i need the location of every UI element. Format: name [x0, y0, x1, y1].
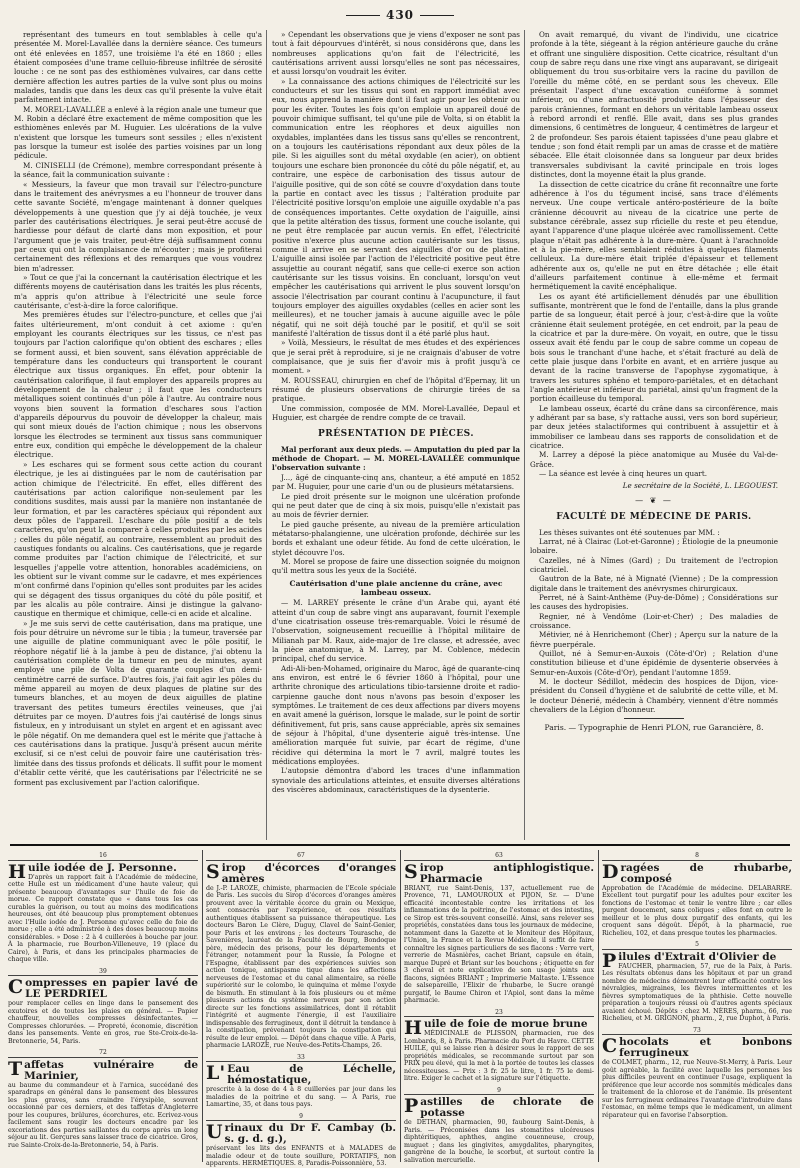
ads-column-1: [8, 850, 198, 1162]
paragraph: Métivier, né à Henrichemont (Cher) ; Aperçu sur la nature de la fièvre puerpérale.: [530, 630, 778, 649]
column-1: [14, 30, 262, 840]
paragraph: Larrat, né à Clairac (Lot-et-Garonne) ; Étiologie de la pneumonie lobaire.: [530, 536, 778, 556]
ad-title: Compresses en papier lavé de LE PERDRIEL: [8, 976, 198, 1000]
advertisement: [8, 968, 198, 1046]
advertisement: [602, 941, 792, 1023]
advertisement: [206, 852, 396, 1050]
ad-title: L'Eau de Léchelle, hémostatique,: [206, 1062, 396, 1086]
paragraph: Une commission, composée de MM. Morel-Lavallée, Depaul et Huguier, est chargée de rendre compte de ce travail.: [272, 403, 520, 423]
ad-title: Chocolats et bonbons ferrugineux: [602, 1035, 792, 1059]
ads-column-2: [206, 850, 396, 1167]
ad-text: prescrite à la dose de 4 à 8 cuillerées par jour dans les maladies de la poitrine et du sang. — À Paris, rue Lamartine, 35, et dans tous pays.: [206, 1086, 396, 1108]
ads-rule: [598, 850, 599, 1162]
ad-number: 72: [8, 1049, 198, 1058]
page-number: 430: [0, 8, 800, 22]
ads-rule: [202, 850, 203, 1162]
advertisement: [404, 852, 594, 1005]
paragraph: J..., âgé de cinquante-cinq ans, chanteur, a été amputé en 1852 par M. Huguier, pour une carie d'un ou de plusieurs métatarsiens.: [272, 472, 520, 492]
ad-text: de COLMET, pharm., 12, rue Neuve-St-Merry, à Paris. Leur goût agréable, la facilité avec laquelle les personnes les plus difficiles peuvent en continuer l'usage, expliquent la préférence que leur accorde nos sommités médicales dans le traitement de la chlorose et de l'anémie. Ils présentent sur les ferrugineux ordinaires l'avantage d'introduire dans l'estomac, en même temps que le médicament, un aliment réparateur qui en favorise l'absorption.: [602, 1059, 792, 1119]
ad-text: FAUCHER, pharmacien, 57, rue de la Paix, à Paris. Les résultats obtenus dans les hôpitaux et par un grand nombre de médecins démontrent leur efficacité contre les névralgies, migraines, les fièvres intermittentes et les fièvres symptomatiques de la phthisie. Cette nouvelle préparation a toujours réussi où d'autres agents spéciaux avaient échoué. Dépôts : chez M. NÈRES, pharm., 66, rue Richelieu, et M. GRIGNON, pharm., 2, rue Duphot, à Paris.: [602, 962, 792, 1022]
ads-rule: [400, 850, 401, 1162]
ads-divider: [10, 844, 790, 846]
paragraph: » Je me suis servi de cette cautérisation, dans ma pratique, une fois pour détruire un névrome sur le tibia ; la tumeur, traversée par une aiguille de platine communiquant avec le pôle positif, le réophore négatif lié à la jambe à peu de distance, j'ai obtenu la cautérisation complète de la tumeur en peu de minutes, ayant employé une pile de Volta de quarante couples d'un demi-centimètre carré de surface. D'autres fois, j'ai fait agir les pôles du même appareil au moyen de deux plaques de platine sur des tumeurs blanches, et au moyen de deux aiguilles de platine traversant des petites tumeurs érectiles veineuses, que j'ai détruites par ce moyen. D'autres fois j'ai cautérisé de longs sinus fistuleux, en y introduisant un stylet en argent et en agissant avec le pôle négatif. On me demandera quel est le mérite que j'attache à ces cautérisations dans la pratique. Jusqu'à présent aucun mérite exclusif, si ce n'est celui de pouvoir faire une cautérisation très-limitée dans des tissus profonds et délicats. Il suffit pour le moment d'établir cette vérité, que les cautérisations par l'électricité ne se forment pas exclusivement par l'action calorifique.: [14, 618, 262, 787]
ad-title: Dragées de rhubarbe, composé: [602, 860, 792, 885]
paragraph: » Voilà, Messieurs, le résultat de mes études et des expériences que je serai prêt à reproduire, si je ne craignais d'abuser de votre complaisance, que je suis fier d'avoir mis à profit jusqu'à ce moment. »: [272, 338, 520, 376]
paragraph: Le pied gauche présente, au niveau de la première articulation métatarso-phalangienne, une ulcération profonde, déchirée sur les bords et exhalant une odeur fétide. Au fond de cette ulcération, le stylet découvre l'os.: [272, 519, 520, 557]
column-2: [272, 30, 520, 840]
advertisement: [404, 1009, 594, 1083]
ad-title: Huile de foie de morue brune: [404, 1017, 588, 1039]
paragraph: On avait remarqué, du vivant de l'individu, une cicatrice profonde à la tête, siégeant à la région antérieure gauche du crâne et offrant une singulière disposition. Cette cicatrice, résultant d'un coup de sabre reçu dans une rixe vingt ans auparavant, se dirigeait obliquement du trou sus-orbitaire vers la racine du pavillon de l'oreille du même côté, en se perdant sous les cheveux. Elle présentait l'aspect d'une excavation cunéiforme à sommet inférieur, ou d'une anfractuosité produite dans l'épaisseur des parois crâniennes, formant en dehors un véritable lambeau osseux à rebord arrondi et renflé. Elle avait, dans ses plus grandes dimensions, 6 centimètres de longueur, 4 centimètres de largeur et 2 de profondeur. Ses parois étaient tapissées d'une peau glabre et tendue ; son fond était rempli par un amas de crasse et de matière sébacée. Elle était cloisonnée dans sa longueur par deux brides transversales subdivisant la cavité principale en trois loges distinctes, dont la moyenne était la plus grande.: [530, 30, 778, 180]
paragraph: Quillot, né à Semur-en-Auxois (Côte-d'Or) ; Relation d'une constitution bilieuse et d'une épidémie de dysenterie observées à Semur-en-Auxois (Côte-d'Or), pendant l'automne 1859.: [530, 649, 778, 677]
ad-number: 63: [404, 852, 594, 861]
ad-text: de DETHAN, pharmacien, 90, faubourg Saint-Denis, à Paris. — Préconisées dans les stomatites ulcéreuses diphtéritiques, aphthes, angine couenneuse, croup, muguet ; dans les gingivites, amygdalites, pharyngites, gangrène de la bouche, le scorbut, et surtout contre la salivation mercurielle.: [404, 1119, 594, 1164]
paragraph: M. ROUSSEAU, chirurgien en chef de l'hôpital d'Epernay, lit un résumé de plusieurs observations de chirurgie tirées de sa pratique.: [272, 375, 520, 404]
paragraph: M. Larrey a déposé la pièce anatomique au Musée du Val-de-Grâce.: [530, 450, 778, 469]
case-heading: Cautérisation d'une plaie ancienne du crâne, avec lambeau osseux.: [289, 578, 503, 597]
advertisement: [404, 1087, 594, 1165]
ad-title: Sirop d'écorces d'oranges amères: [206, 860, 396, 885]
advertisement: [8, 852, 198, 964]
ad-number: 9: [404, 1087, 594, 1096]
ads-column-3: [404, 850, 594, 1162]
ad-number: 23: [404, 1009, 594, 1018]
ad-title: Pilules d'Extrait d'Olivier de: [602, 949, 777, 972]
ad-text: D'après un rapport fait à l'Académie de médecine, cette Huile est un médicament d'une haute valeur, qui présente beaucoup d'avantages sur l'huile de foie de morue. Ce rapport constate que « dans tous les cas curables la guérison, ou tout au moins des modifications heureuses, ont été beaucoup plus promptement obtenues avec l'Huile iodée de J. Personne qu'avec celle de foie de morue ; elle a été administrée à des doses beaucoup moins considérables. » Dose : 2 à 4 cuillerées à bouche par jour. À la pharmacie, rue Bourbon-Villeneuve, 19 (place du Caire), à Paris, et dans les principales pharmacies de chaque ville.: [8, 873, 198, 963]
advertisement: [8, 1049, 198, 1149]
paragraph: Le pied droit présente sur le moignon une ulcération profonde qui ne peut dater que de cinq à six mois, puisqu'elle n'existait pas au mois de février dernier.: [272, 491, 520, 520]
paragraph: « Messieurs, la faveur que mon travail sur l'électro-puncture dans le traitement des anévrysmes a eu l'honneur de trouver dans cette savante Société, m'engage maintenant à donner quelques développements à une question que j'y ai déjà touchée, je veux parler des cautérisations électriques. Je serai peut-être accusé de hardiesse pour défaut de clarté dans mon exposition, et pour l'argument que je vais traiter, peut-être déjà suffisamment connu par ceux qui ont la complaisance de m'écouter ; mais je profiterai certainement des réflexions et des remarques que vous voudrez bien m'adresser.: [14, 179, 262, 273]
advertisement: [206, 1054, 396, 1109]
paragraph: » Cependant les observations que je viens d'exposer ne sont pas tout à fait dépourvues d'intérêt, si nous considérons que, dans les nombreuses applications qu'on fait de l'électricité, les cautérisations arrivent aussi lorsqu'elles ne sont pas nécessaires, et aussi lorsqu'on voudrait les éviter.: [272, 30, 520, 77]
paragraph: — M. LARREY présente le crâne d'un Arabe qui, ayant été atteint d'un coup de sabre vingt ans auparavant, fournit l'exemple d'une cicatrisation osseuse très-remarquable. Voici le résumé de l'observation, soigneusement recueillie à l'hôpital militaire de Milianah par M. Raux, aide-major de 1re classe, et adressée, avec la pièce anatomique, à M. Larrey, par M. Coblence, médecin principal, chef du service.: [272, 598, 520, 664]
ad-title: Taffetas vulnéraire de Marinier,: [8, 1057, 198, 1082]
paragraph: Le lambeau osseux, écarté du crâne dans sa circonférence, mais y adhérant par sa base, s'y rattache aussi, vers son bord supérieur, par deux jetées stalactiformes qui contribuent à assujettir et à immobiliser ce lambeau dans ses rapports de consolidation et de cicatrice.: [530, 403, 778, 451]
paragraph: » Tout ce que j'ai la concernant la cautérisation électrique et les différents moyens de cautérisation dans les traités les plus récents, m'a appris qu'on attribue à l'électricité une seule force cautérisante, c'est-à-dire la force calorifique.: [14, 272, 262, 310]
ad-title: Urinaux du Dr F. Cambay (b. s. g. d. g.),: [206, 1121, 396, 1145]
paragraph: représentant des tumeurs en tout semblables à celle qu'a présentée M. Morel-Lavallée dans la dernière séance. Ces tumeurs ont été enlevées en 1857, une troisième l'a été en 1860 ; elles étaient composées d'une trame celluio-fibreuse infiltrée de sérosité louche : ce ne sont pas des esthiomènes vulvaires, car dans cette dernière affection les autres parties de la vulve sont plus ou moins malades, tandis que dans les deux cas qu'il présente la vulve était parfaitement intacte.: [14, 30, 262, 105]
ads-column-4: [602, 850, 792, 1162]
ornament-divider: — ❦ —: [635, 495, 673, 505]
advertisement: [602, 852, 792, 937]
ad-text: préservant les lits des ENFANTS et à MALADES de maladie odeur et de toute souillure, PORTATIFS, non apparents. HERMÉTIQUES. 8, Paradis-Poissonnière, 53.: [206, 1145, 396, 1167]
ad-title: Sirop antiphlogistique. Pharmacie: [404, 860, 594, 885]
ad-number: 67: [206, 852, 396, 861]
advertisement: [206, 1113, 396, 1168]
paragraph: Cazelles, né à Nîmes (Gard) ; Du traitement de l'ectropion cicatriciel.: [530, 555, 778, 574]
case-heading: Mal perforant aux deux pieds. — Amputation du pied par la méthode de Chopart. — M. MOREL-LAVALLÉE communique l'observation suivante :: [272, 444, 520, 473]
paragraph: M. MOREL-LAVALLÉE a enlevé à la région anale une tumeur que M. Robin a déclaré être exactement de même composition que les esthiomènes enlevés par M. Huguier. Les ulcérations de la vulve n'existent que lorsque les tumeurs sont sessiles ; elles n'existent pas lorsque la tumeur est isolée des parties voisines par un long pédicule.: [14, 104, 262, 161]
ad-number: 5: [602, 941, 792, 950]
ad-text: au baume du commandeur et à l'arnica, succédané des sparadraps en général dans le pansement des blessures les plus graves, sans craindre l'érysipèle, souvent occasionné par ces derniers, et des taffetas d'Angleterre pour les coupures, brûlures, écorchures, etc. Ecrivez-vous facilement sans rougir les docteurs encadre par les excoriations des parties saillantes du corps après un long séjour au lit. Gerçures sans laisser trace de cicatrice. Gros, rue Sainte-Croix-de-la-Bretonnerie, 54, à Paris.: [8, 1081, 198, 1149]
ad-text: pour remplacer celles en linge dans le pansement des exutoires et de toutes les plaies en général. — Papier chauffeur, nouvelles compresses désinfectantes. — Compresses chlorurées. — Propreté, économie, discrétion dans les pansements. Vente en gros, rue Ste-Croix-de-la-Bretonnerie, 54, Paris.: [8, 1000, 198, 1045]
column-rule: [524, 30, 525, 840]
ad-text: Approbation de l'Académie de médecine. DELABARRE. Excellent tout purgatif pour les adultes pour exciter les fonctions de l'estomac et tenir le ventre libre ; car elles purgent doucement, sans coliques ; elles font en outre le meilleur et le plus doux purgatif des enfants, qui les croquent sans dégoût. Dépôt, à la pharmacie, rue Richelieu, 102, et dans presque toutes les pharmacies.: [602, 884, 792, 937]
divider: [624, 718, 684, 719]
paragraph: » La connaissance des actions chimiques de l'électricité sur les conducteurs et sur les tissus qui sont en rapport immédiat avec eux, nous apprend la manière dont il faut agir pour les obtenir ou pour les éviter. Toutes les fois qu'on emploie un appareil doué de pouvoir chimique suffisant, tel qu'une pile de Volta, si on établit la communication entre les réophores et deux aiguilles non oxydables, implantées dans les tissus sans qu'elles se rencontrent, on a toujours les cautérisations répondant aux deux pôles de la pile. Si les aiguilles sont du métal oxydable (en acier), on obtient toujours une eschare bien prononcée du côté du pôle négatif, et, au contraire, une espèce de carbonisation des tissus autour de l'aiguille positive, qui de son côté se couvre d'oxydation dans toute la partie en contact avec les tissus ; l'altération produite par l'électricité positive lorsqu'on emploie une aiguille oxydable n'a pas de conséquences importantes. Cette oxydation de l'aiguille, ainsi que la petite altération des tissus, forment une couche isolante, qui ne peut être remplacée par aucun vernis. En effet, l'électricité positive n'exerce plus aucune action cautérisante sur les tissus, comme il arrive en se servant des aiguilles d'or ou de platine. L'aiguille ainsi isolée par l'action de l'électricité positive peut être assujettie au courant négatif, sans que celle-ci exerce son action cautérisante sur les tissus voisins. En concluant, lorsqu'on veut empêcher les cautérisations qui arrivent le plus souvent lorsqu'on associe l'électrisation par courant continu à l'acupuncture, il faut toujours employer des aiguilles oxydables (celles en acier sont les meilleures), et ne toucher jamais à aucune aiguille avec le pôle négatif, qui ne soit déjà touché par le positif, et qu'il se soit manifesté l'altération de tissus dont il a été parlé plus haut.: [272, 76, 520, 338]
ad-number: 9: [206, 1113, 396, 1122]
ad-title: Pastilles de chlorate de potasse: [404, 1095, 594, 1119]
paragraph: M. Morel se propose de faire une dissection soignée du moignon qu'il mettra sous les yeux de la Société.: [272, 556, 520, 576]
paragraph: Les os ayant été artificiellement dénudés par une ébullition suffisante, montrèrent que le fond de l'entaille, dans la plus grande partie de sa longueur, était percé à jour, c'est-à-dire que la voûte crânienne était seulement protégée, en cet endroit, par la peau de la cicatrice et par la dure-mère. On voyait, en outre, que le tissu osseux avait été fendu par le coup de sabre comme un copeau de bois sous le tranchant d'une hache, et s'était fracturé au delà de cette plaie jusque dans l'orbite en avant, et en arrière jusque au devant de la racine transverse de l'apophyse zygomatique, à travers les sutures sphéno et temporo-pariétales, et en détachant l'angle antérieur et inférieur du pariétal, ainsi qu'un fragment de la portion écailleuse du temporal.: [530, 291, 778, 404]
secretary-signature: Le secrétaire de la Société, L. LEGOUEST.: [622, 480, 778, 490]
ad-number: 8: [602, 852, 792, 861]
paragraph: Mes premières études sur l'électro-puncture, et celles que j'ai faites ultérieurement, m'ont conduit à cet axiome : qu'en employant les courants électriques sur les tissus, ce n'est pas toujours par l'action calorifique qu'on obtient des eschares ; elles se forment aussi, et bien souvent, sans élévation appréciable de température dans les conducteurs qui transportent le courant électrique aux tissus organiques. En effet, pour obtenir la cautérisation calorifique, il faut employer des appareils propres au développement de la chaleur ; il faut que les conducteurs métalliques soient continués d'un pôle à l'autre. Au contraire nous voyons bien souvent la formation d'eschares sous l'action d'appareils dépourvus du pouvoir de développer la chaleur, mais qui sont mieux doués de l'action chimique ; nous les observons lorsque les électrodes se terminent aux tissus sans communiquer entre eux, condition qui empêche le développement de la chaleur électrique.: [14, 310, 262, 460]
ad-number: 39: [8, 968, 198, 977]
section-heading: PRÉSENTATION DE PIÈCES.: [318, 429, 474, 440]
printer-line: Paris. — Typographie de Henri PLON, rue Garancière, 8.: [544, 723, 764, 733]
paragraph: M. le docteur Sédillot, médecin des hospices de Dijon, vice-président du Conseil d'hygiène et de salubrité de cette ville, et M. le docteur Dénerié, médecin à Chambéry, viennent d'être nommés chevaliers de la Légion d'honneur.: [530, 677, 778, 715]
paragraph: Gautron de la Bate, né à Mignaté (Vienne) ; De la compression digitale dans le traitement des anévrysmes chirurgicaux.: [530, 574, 778, 593]
ad-text: MÉDICINALE de PLISSON, pharmacien, rue des Lombards, 8, à Paris. Pharmacie du Port du Havre. CETTE HUILE, qui se laisse rien à désirer sous le rapport de ses propriétés médicales, se recommande surtout par son PRIX peu élevé, qui la met à la portée de toutes les classes nécessiteuses. — Prix : 3 fr. 25 le litre, 1 fr. 75 le demi-litre. Exiger le cachet et la signature sur l'étiquette.: [404, 1030, 594, 1082]
advertisement: [602, 1027, 792, 1120]
ad-text: BRIANT, rue Saint-Denis, 137, actuellement rue de Provence, 71, LAMOUROUX et PIJON, Sr. — D'une efficacité incontestable contre les irritations et les inflammations de la poitrine, de l'estomac et des intestins, ce Sirop est très-souvent conseillé. Ainsi, sans relever ses propriétés, constatées dans tous les journaux de médecine, notamment dans la Gazette et le Moniteur des Hôpitaux, l'Union, la France et la Revue Médicale, il suffit de faire connaître les signes particuliers de ses flacons : Verre vert, verrerie de Masnières, cachet Briant, capsule en étain, marque Dupré et Briant sur les bouchons ; étiquette en fer 3 cheval et note explicative de son usage joints aux flacons, signées BRIANT ; Imprimerie Maltaste. L'Essence de salsepareille, l'Elixir de rhubarbe, le Sucre orangé purgatif, le Baume Chiron et l'Apiol, sont dans la même pharmacie.: [404, 884, 594, 1004]
ad-title: Huile iodée de J. Personne.: [8, 860, 177, 883]
column-rule: [266, 30, 267, 840]
paragraph: Regnier, né à Vendôme (Loir-et-Cher) ; Des maladies de croissance.: [530, 611, 778, 630]
ad-number: 33: [206, 1054, 396, 1063]
paragraph: Adi-Ali-ben-Mohamed, originaire du Maroc, âgé de quarante-cinq ans environ, est entré le 6 février 1860 à l'hôpital, pour une arthrite chronique des articulations tibio-tarsienne droite et radio-carpienne gauche dont nous n'avons pas besoin d'exposer les symptômes. Le traitement de ces deux affections par divers moyens en avait amené la guérison, lorsque le malade, sur le point de sortir définitivement, fut pris, sans cause appréciable, après six semaines de séjour à l'hôpital, d'une dysenterie aiguë très-intense. Une amélioration marquée fut suivie, par écart de régime, d'une récidive qui détermina la mort le 7 avril, malgré toutes les médications employées.: [272, 663, 520, 767]
paragraph: Perret, né à Saint-Anthème (Puy-de-Dôme) ; Considérations sur les causes des hydropisies.: [530, 592, 778, 612]
paragraph: » Les eschares qui se forment sous cette action du courant électrique, je les ai distinguées par le nom de cautérisation par action chimique de l'électricité. En effet, elles diffèrent des cautérisations par action calorifique non-seulement par les conditions susdites, mais aussi par la manière non instantanée de leur formation, et par les caractères spéciaux qui répondent aux deux pôles de l'appareil. L'eschare du pôle positif a de tels caractères, qu'on peut la comparer à celles produites par les acides ; celles du pôle négatif, au contraire, ressemblent au produit des caustiques fondants ou alcalins. Ces cautérisations, que je regarde comme produites par l'action chimique de l'électricité, et sur lesquelles j'appelle votre attention, honorables académiciens, on les obtient sur le vivant comme sur le cadavre, et mes expériences m'ont confirmé dans l'opinion qu'elles sont produites par les acides qui se dégagent des tissus organiques du côté du pôle positif, et par les alcalis au pôle contraire. Ainsi je distingue la galvano-caustique en thermique et chimique, celle-ci en acide et alcaline.: [14, 459, 262, 619]
paragraph: La dissection de cette cicatrice du crâne fit reconnaître une forte adhérence à l'os du tégument incisé, sans trace d'éléments nerveux. Une coupe verticale antéro-postérieure de la boîte crânienne découvrit au niveau de la cicatrice une perte de substance cérébrale, assez sup rficielle du reste et peu étendue, ayant l'apparence d'une plaque ulcérée avec ramollissement. Cette plaque n'était pas adhérente à la dure-mère. Quant à l'arachnoïde et à la pie-mère, elles semblaient réduites à quelques filaments celluleux. La dure-mère était triplée d'épaisseur et tellement adhérente aux os, qu'elle ne put en être détachée ; elle était d'ailleurs parfaitement continue à elle-même et fermait hermétiquement la cavité encéphalique.: [530, 179, 778, 292]
paragraph: Les thèses suivantes ont été soutenues par MM. :: [539, 527, 720, 537]
ad-number: 16: [8, 852, 198, 861]
ad-text: de J.-P. LAROZE, chimiste, pharmacien de l'Ecole spéciale de Paris. Les succès du Sirop d'écorces d'oranges amères prouvent avec la véritable écorce du grain ou Mexique, sont consacrés par l'expérience, et ces résultats authentiques établissent sa puissance thérapeutique. Les docteurs Baron Le Clère, Duguy, Clavel de Saint-Genier, pour Paris et les environs ; les docteurs Tourasche, de Savenières, lauréat de la Faculté de Bourg, Bondoque père, médecin des prisons, pour les départements et l'étranger, notamment pour la Russie, la Pologne et l'Espagne, établissent par des expériences suivies son action tonique, antispasme tique dans les affections nerveuses de l'estomac et du canal alimentaire, sa réelle supériorité sur le colombo, le quinquina et même l'oxyde de bismuth. En stimulant à la fois plusieurs ou et même plusieurs actions du système nerveux par son action directe sur les fonctions assimilatrices, dont il rétablit l'intégrité et augmente l'énergie, il est l'auxiliaire indispensable des ferrugineux, dont il détruit la tendance à la constipation, prévenant toujours la constipation qui résulte de leur emploi. — Dépôt dans chaque ville. À Paris, pharmacie LAROZE, rue Neuve-des-Petits-Champs, 26.: [206, 884, 396, 1049]
paragraph: L'autopsie démontra d'abord les traces d'une inflammation synoviale des articulations atteintes, et ensuite diverses altérations des viscères abdominaux, caractéristiques de la dysenterie.: [272, 766, 520, 795]
ad-number: 73: [602, 1027, 792, 1036]
faculty-heading: FACULTÉ DE MÉDECINE DE PARIS.: [556, 512, 752, 523]
column-3: [530, 30, 778, 840]
paragraph: M. CINISELLI (de Crémone), membre correspondant présente à la séance, fait la communication suivante :: [14, 160, 262, 180]
paragraph: — La séance est levée à cinq heures un quart.: [539, 469, 708, 479]
